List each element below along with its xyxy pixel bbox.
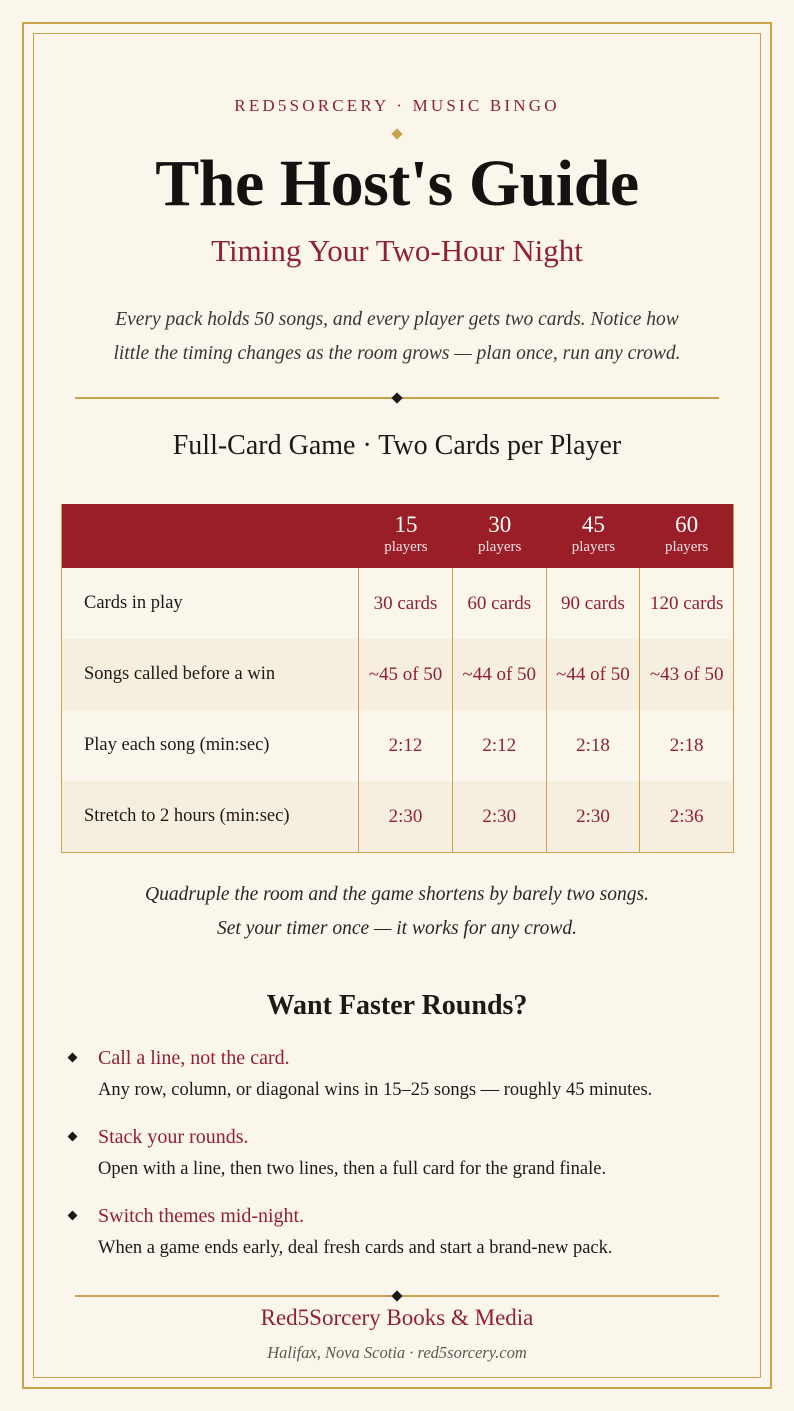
row-label: Play each song (min:sec) [62, 710, 359, 781]
table-cell: 2:30 [547, 781, 641, 852]
header-col-30 [453, 504, 547, 568]
header-unit: players [571, 539, 616, 555]
tip-text: Open with a line, then two lines, then a full card for the grand finale. [98, 1159, 607, 1179]
tip-title: Call a line, not the card. [98, 1047, 290, 1069]
header-unit: players [478, 539, 522, 555]
table-cell: ~44 of 50 [547, 639, 641, 710]
table-row [62, 781, 733, 852]
diamond-ornament-icon [391, 128, 402, 139]
page-title: The Host's Guide [155, 147, 639, 220]
row-label: Songs called before a win [62, 639, 359, 710]
footer-divider [75, 1295, 719, 1297]
table-title: Full-Card Game · Two Cards per Player [172, 430, 622, 461]
header-unit: players [384, 539, 428, 555]
header-count: 15 [394, 512, 418, 537]
header-col-60 [640, 504, 733, 568]
table-note [0, 878, 794, 946]
diamond-bullet-icon [68, 1132, 78, 1142]
table-cell: 120 cards [650, 592, 724, 614]
tip-title: Stack your rounds. [98, 1126, 249, 1148]
tip-text: When a game ends early, deal fresh cards and start a brand-new pack. [98, 1238, 613, 1258]
table-cell: 2:12 [359, 710, 453, 781]
intro-paragraph [90, 303, 704, 371]
timing-table [61, 504, 734, 853]
header-count: 45 [581, 512, 605, 537]
table-cell: 60 cards [453, 568, 547, 639]
row-label: Stretch to 2 hours (min:sec) [62, 781, 359, 852]
list-item [67, 1202, 727, 1281]
tip-title: Switch themes mid-night. [98, 1205, 305, 1227]
tip-text: Any row, column, or diagonal wins in 15–25 songs — roughly 45 minutes. [98, 1080, 653, 1100]
row-label: Cards in play [62, 568, 359, 639]
table-row [62, 639, 733, 710]
intro-line: Every pack holds 50 songs, and every player gets two cards. Notice how [115, 309, 679, 330]
table-cell: ~43 of 50 [649, 663, 724, 685]
header-blank-cell [62, 504, 359, 568]
table-cell: 2:18 [547, 710, 641, 781]
page-subtitle: Timing Your Two-Hour Night [211, 233, 583, 268]
diamond-divider-icon [391, 392, 402, 403]
table-cell: ~45 of 50 [359, 639, 453, 710]
table-cell: 2:30 [453, 781, 547, 852]
intro-line: little the timing changes as the room grows — plan once, run any crowd. [113, 343, 681, 364]
footer-publisher: Red5Sorcery Books & Media [260, 1305, 534, 1330]
header-col-45 [547, 504, 641, 568]
diamond-bullet-icon [68, 1053, 78, 1063]
table-header [62, 504, 733, 568]
faster-rounds-title: Want Faster Rounds? [266, 990, 528, 1021]
list-item [67, 1044, 727, 1123]
diamond-divider-icon [391, 1290, 402, 1301]
note-line: Quadruple the room and the game shortens by barely two songs. [145, 884, 649, 905]
footer-location: Halifax, Nova Scotia · red5sorcery.com [267, 1343, 527, 1362]
header-count: 60 [675, 512, 699, 537]
table-cell: 90 cards [547, 568, 641, 639]
brand-line: RED5SORCERY · MUSIC BINGO [234, 96, 560, 115]
table-cell: 2:12 [453, 710, 547, 781]
table-cell: 2:36 [669, 805, 704, 827]
table-cell: 30 cards [359, 568, 453, 639]
table-cell: 2:18 [669, 734, 704, 756]
table-row [62, 710, 733, 781]
diamond-bullet-icon [68, 1211, 78, 1221]
table-row [62, 568, 733, 639]
section-divider [75, 397, 719, 399]
header-count: 30 [488, 512, 512, 537]
note-line: Set your timer once — it works for any crowd. [217, 918, 577, 939]
header-col-15 [359, 504, 453, 568]
header-unit: players [664, 539, 709, 555]
table-cell: ~44 of 50 [453, 639, 547, 710]
tips-list [67, 1044, 727, 1281]
list-item [67, 1123, 727, 1202]
table-cell: 2:30 [359, 781, 453, 852]
